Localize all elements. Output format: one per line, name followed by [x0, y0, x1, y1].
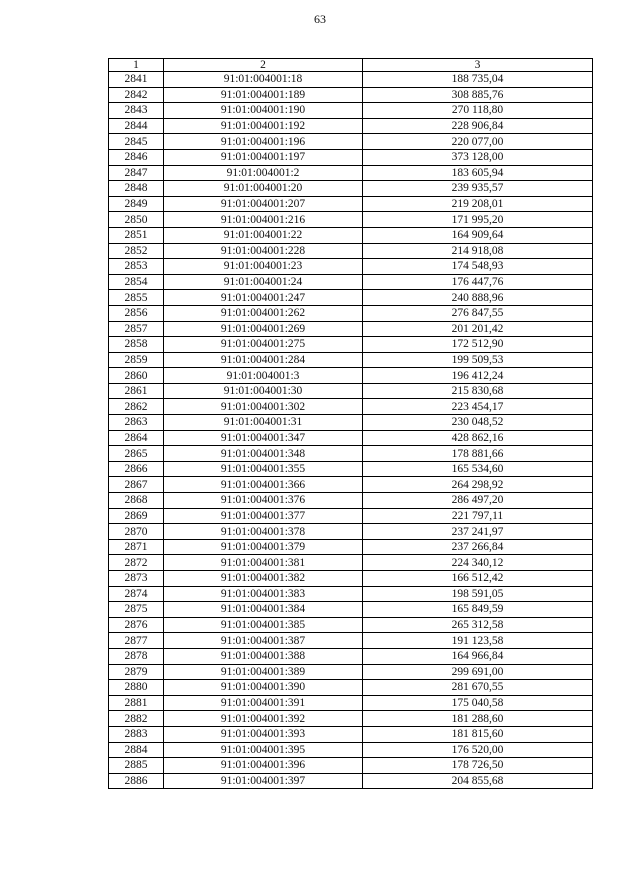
value-cell: 178 881,66 [363, 446, 593, 462]
value-cell: 265 312,58 [363, 617, 593, 633]
value-cell: 165 534,60 [363, 461, 593, 477]
cadastral-number-cell: 91:01:004001:2 [164, 165, 363, 181]
table-row [109, 758, 593, 774]
value-cell: 196 412,24 [363, 368, 593, 384]
row-number-cell: 2861 [109, 383, 164, 399]
table-row [109, 664, 593, 680]
cadastral-number-cell: 91:01:004001:31 [164, 415, 363, 431]
row-number-cell: 2842 [109, 87, 164, 103]
cadastral-number-cell: 91:01:004001:216 [164, 212, 363, 228]
row-number-cell: 2851 [109, 227, 164, 243]
cadastral-number-cell: 91:01:004001:392 [164, 711, 363, 727]
row-number-cell: 2881 [109, 695, 164, 711]
value-cell: 239 935,57 [363, 181, 593, 197]
table-row [109, 305, 593, 321]
row-number-cell: 2886 [109, 773, 164, 789]
cadastral-number-cell: 91:01:004001:262 [164, 305, 363, 321]
row-number-cell: 2843 [109, 103, 164, 119]
value-cell: 264 298,92 [363, 477, 593, 493]
table-row [109, 274, 593, 290]
table-row [109, 524, 593, 540]
value-cell: 181 815,60 [363, 726, 593, 742]
cadastral-number-cell: 91:01:004001:397 [164, 773, 363, 789]
table-row [109, 461, 593, 477]
cadastral-number-cell: 91:01:004001:197 [164, 149, 363, 165]
cadastral-number-cell: 91:01:004001:284 [164, 352, 363, 368]
cadastral-number-cell: 91:01:004001:366 [164, 477, 363, 493]
table-row [109, 399, 593, 415]
cadastral-number-cell: 91:01:004001:348 [164, 446, 363, 462]
row-number-cell: 2865 [109, 446, 164, 462]
row-number-cell: 2874 [109, 586, 164, 602]
cadastral-number-cell: 91:01:004001:18 [164, 72, 363, 88]
row-number-cell: 2877 [109, 633, 164, 649]
row-number-cell: 2870 [109, 524, 164, 540]
value-cell: 428 862,16 [363, 430, 593, 446]
value-cell: 201 201,42 [363, 321, 593, 337]
row-number-cell: 2854 [109, 274, 164, 290]
row-number-cell: 2844 [109, 118, 164, 134]
table-row [109, 181, 593, 197]
cadastral-number-cell: 91:01:004001:190 [164, 103, 363, 119]
table-row [109, 508, 593, 524]
cadastral-number-cell: 91:01:004001:20 [164, 181, 363, 197]
value-cell: 237 266,84 [363, 539, 593, 555]
row-number-cell: 2867 [109, 477, 164, 493]
value-cell: 204 855,68 [363, 773, 593, 789]
value-cell: 220 077,00 [363, 134, 593, 150]
data-table [108, 58, 593, 789]
row-number-cell: 2864 [109, 430, 164, 446]
cadastral-number-cell: 91:01:004001:396 [164, 758, 363, 774]
value-cell: 199 509,53 [363, 352, 593, 368]
table-row [109, 118, 593, 134]
table-row [109, 352, 593, 368]
table-row [109, 742, 593, 758]
row-number-cell: 2857 [109, 321, 164, 337]
table-row [109, 134, 593, 150]
value-cell: 181 288,60 [363, 711, 593, 727]
cadastral-number-cell: 91:01:004001:355 [164, 461, 363, 477]
cadastral-number-cell: 91:01:004001:22 [164, 227, 363, 243]
value-cell: 183 605,94 [363, 165, 593, 181]
value-cell: 172 512,90 [363, 337, 593, 353]
column-header-number: 1 [109, 59, 164, 72]
row-number-cell: 2882 [109, 711, 164, 727]
row-number-cell: 2860 [109, 368, 164, 384]
value-cell: 198 591,05 [363, 586, 593, 602]
cadastral-number-cell: 91:01:004001:382 [164, 571, 363, 587]
row-number-cell: 2866 [109, 461, 164, 477]
cadastral-number-cell: 91:01:004001:389 [164, 664, 363, 680]
table-row [109, 87, 593, 103]
row-number-cell: 2885 [109, 758, 164, 774]
value-cell: 286 497,20 [363, 493, 593, 509]
row-number-cell: 2863 [109, 415, 164, 431]
cadastral-number-cell: 91:01:004001:387 [164, 633, 363, 649]
table-row [109, 415, 593, 431]
value-cell: 176 447,76 [363, 274, 593, 290]
row-number-cell: 2859 [109, 352, 164, 368]
value-cell: 224 340,12 [363, 555, 593, 571]
cadastral-number-cell: 91:01:004001:377 [164, 508, 363, 524]
row-number-cell: 2852 [109, 243, 164, 259]
table-row [109, 493, 593, 509]
row-number-cell: 2876 [109, 617, 164, 633]
row-number-cell: 2846 [109, 149, 164, 165]
cadastral-number-cell: 91:01:004001:384 [164, 602, 363, 618]
value-cell: 240 888,96 [363, 290, 593, 306]
table-row [109, 337, 593, 353]
cadastral-number-cell: 91:01:004001:393 [164, 726, 363, 742]
value-cell: 164 966,84 [363, 648, 593, 664]
row-number-cell: 2884 [109, 742, 164, 758]
table-row [109, 103, 593, 119]
row-number-cell: 2869 [109, 508, 164, 524]
value-cell: 164 909,64 [363, 227, 593, 243]
cadastral-number-cell: 91:01:004001:388 [164, 648, 363, 664]
row-number-cell: 2872 [109, 555, 164, 571]
value-cell: 176 520,00 [363, 742, 593, 758]
row-number-cell: 2855 [109, 290, 164, 306]
row-number-cell: 2880 [109, 680, 164, 696]
cadastral-number-cell: 91:01:004001:24 [164, 274, 363, 290]
value-cell: 215 830,68 [363, 383, 593, 399]
table-row [109, 633, 593, 649]
table-header [109, 59, 593, 72]
table-row [109, 383, 593, 399]
value-cell: 191 123,58 [363, 633, 593, 649]
table-row [109, 571, 593, 587]
row-number-cell: 2871 [109, 539, 164, 555]
value-cell: 174 548,93 [363, 259, 593, 275]
table-row [109, 212, 593, 228]
cadastral-number-cell: 91:01:004001:3 [164, 368, 363, 384]
row-number-cell: 2879 [109, 664, 164, 680]
table-row [109, 368, 593, 384]
cadastral-number-cell: 91:01:004001:385 [164, 617, 363, 633]
value-cell: 237 241,97 [363, 524, 593, 540]
row-number-cell: 2868 [109, 493, 164, 509]
value-cell: 228 906,84 [363, 118, 593, 134]
row-number-cell: 2847 [109, 165, 164, 181]
value-cell: 308 885,76 [363, 87, 593, 103]
cadastral-number-cell: 91:01:004001:228 [164, 243, 363, 259]
table-row [109, 726, 593, 742]
cadastral-number-cell: 91:01:004001:192 [164, 118, 363, 134]
value-cell: 223 454,17 [363, 399, 593, 415]
table-row [109, 586, 593, 602]
column-header-cadastral-number: 2 [164, 59, 363, 72]
value-cell: 230 048,52 [363, 415, 593, 431]
table-row [109, 617, 593, 633]
header-row [109, 59, 593, 72]
table-row [109, 149, 593, 165]
table-body [109, 72, 593, 789]
table-row [109, 430, 593, 446]
row-number-cell: 2853 [109, 259, 164, 275]
table-row [109, 680, 593, 696]
table-row [109, 259, 593, 275]
table-row [109, 227, 593, 243]
value-cell: 178 726,50 [363, 758, 593, 774]
table-row [109, 72, 593, 88]
cadastral-number-cell: 91:01:004001:391 [164, 695, 363, 711]
value-cell: 373 128,00 [363, 149, 593, 165]
value-cell: 281 670,55 [363, 680, 593, 696]
value-cell: 270 118,80 [363, 103, 593, 119]
cadastral-number-cell: 91:01:004001:269 [164, 321, 363, 337]
value-cell: 171 995,20 [363, 212, 593, 228]
cadastral-number-cell: 91:01:004001:376 [164, 493, 363, 509]
value-cell: 175 040,58 [363, 695, 593, 711]
table-row [109, 539, 593, 555]
value-cell: 166 512,42 [363, 571, 593, 587]
row-number-cell: 2883 [109, 726, 164, 742]
cadastral-number-cell: 91:01:004001:383 [164, 586, 363, 602]
row-number-cell: 2845 [109, 134, 164, 150]
table-row [109, 711, 593, 727]
cadastral-number-cell: 91:01:004001:379 [164, 539, 363, 555]
cadastral-number-cell: 91:01:004001:23 [164, 259, 363, 275]
cadastral-number-cell: 91:01:004001:30 [164, 383, 363, 399]
table-row [109, 773, 593, 789]
table-row [109, 555, 593, 571]
value-cell: 214 918,08 [363, 243, 593, 259]
value-cell: 299 691,00 [363, 664, 593, 680]
cadastral-number-cell: 91:01:004001:207 [164, 196, 363, 212]
table-row [109, 695, 593, 711]
table-row [109, 602, 593, 618]
value-cell: 188 735,04 [363, 72, 593, 88]
value-cell: 221 797,11 [363, 508, 593, 524]
table-row [109, 243, 593, 259]
cadastral-number-cell: 91:01:004001:395 [164, 742, 363, 758]
value-cell: 165 849,59 [363, 602, 593, 618]
cadastral-number-cell: 91:01:004001:275 [164, 337, 363, 353]
table-row [109, 165, 593, 181]
cadastral-number-cell: 91:01:004001:381 [164, 555, 363, 571]
row-number-cell: 2858 [109, 337, 164, 353]
cadastral-number-cell: 91:01:004001:247 [164, 290, 363, 306]
row-number-cell: 2841 [109, 72, 164, 88]
cadastral-number-cell: 91:01:004001:189 [164, 87, 363, 103]
value-cell: 276 847,55 [363, 305, 593, 321]
row-number-cell: 2848 [109, 181, 164, 197]
row-number-cell: 2878 [109, 648, 164, 664]
row-number-cell: 2856 [109, 305, 164, 321]
cadastral-number-cell: 91:01:004001:378 [164, 524, 363, 540]
table-row [109, 477, 593, 493]
table-row [109, 648, 593, 664]
table-row [109, 446, 593, 462]
value-cell: 219 208,01 [363, 196, 593, 212]
table-row [109, 321, 593, 337]
row-number-cell: 2850 [109, 212, 164, 228]
row-number-cell: 2875 [109, 602, 164, 618]
table-row [109, 196, 593, 212]
page-number: 63 [314, 12, 326, 26]
cadastral-number-cell: 91:01:004001:347 [164, 430, 363, 446]
column-header-value: 3 [363, 59, 593, 72]
cadastral-number-cell: 91:01:004001:390 [164, 680, 363, 696]
row-number-cell: 2873 [109, 571, 164, 587]
table-row [109, 290, 593, 306]
row-number-cell: 2862 [109, 399, 164, 415]
cadastral-number-cell: 91:01:004001:302 [164, 399, 363, 415]
cadastral-number-cell: 91:01:004001:196 [164, 134, 363, 150]
row-number-cell: 2849 [109, 196, 164, 212]
